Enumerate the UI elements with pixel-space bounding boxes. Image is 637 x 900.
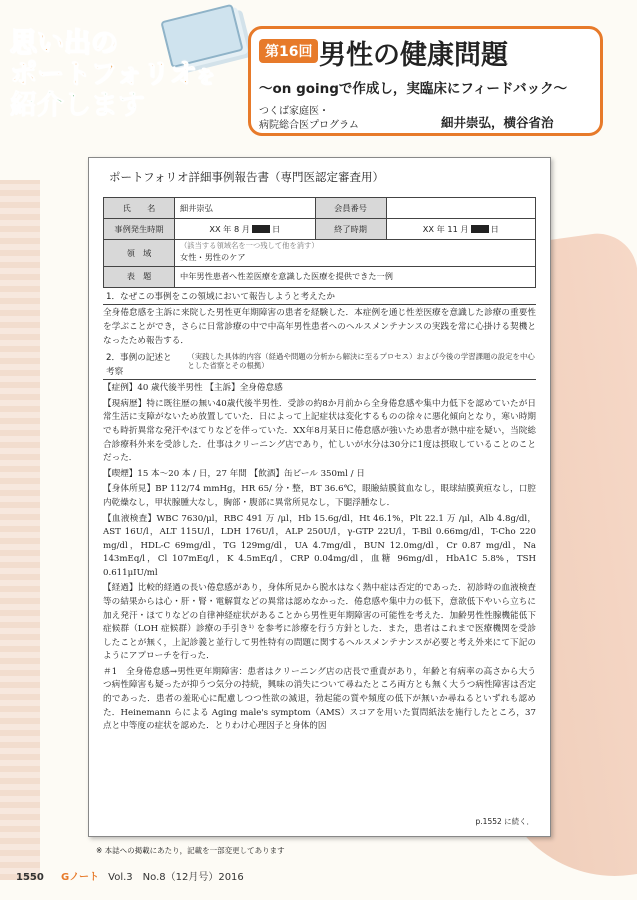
article-title: 男性の健康問題 [319,40,508,71]
table-row [104,240,536,267]
series-title [10,28,240,121]
article-title-box [248,26,603,136]
table-row [104,266,536,287]
portfolio-form [88,157,551,837]
section-1-title: 1．なぜこの事例をこの領域において報告しようと考えたか [103,291,536,306]
onset-label: 事例発生時期 [104,219,175,240]
article-subtitle: ～on goingで作成し，実臨床にフィードバック～ [259,81,568,97]
table-row [104,219,536,240]
domain-value: 女性・男性のケア [180,251,246,262]
end-value-pre: XX 年 11 月 [422,223,469,234]
section-2-title: 2．事例の記述と考察 [106,353,172,377]
section-2-header [103,352,536,380]
domain-value-cell [175,240,536,267]
redaction-box [471,225,489,233]
series-line-3: 紹介します [10,90,145,122]
onset-value-pre: XX 年 8 月 [209,223,250,234]
continued-note: p.1552 に続く． [475,817,534,827]
series-line-2 [10,59,240,90]
table-row [104,198,536,219]
member-value [386,198,535,219]
physical-exam: 【身体所見】BP 112/74 mmHg，HR 65/ 分・整，BT 36.6℃，眼瞼結膜貧血なし，眼球結膜黄疸なし，口腔内乾燥なし，甲状腺腫大なし，胸部・腹部に異常所見なし，下腿浮腫なし． [103,484,536,508]
form-title: ポートフォリオ詳細事例報告書（専門医認定審査用） [109,170,384,184]
info-table [103,197,536,288]
social-history: 【喫煙】15 本～20 本 / 日，27 年間 【飲酒】缶ビール 350ml / 日 [103,468,365,479]
end-value-post: 日 [490,223,499,234]
topic-value: 中年男性患者へ性差医療を意識した医療を提供できた一例 [175,266,536,287]
present-illness: 【現病歴】特に既往歴の無い40歳代後半男性．受診の約8か月前から全身倦怠感や集中力低下を認めていたが日常生活に支障がないため放置していた．日によって上記症状は変化するものの徐々に悪化傾向となり，寒い時期でも時折異常な発汗やほてりなどを伴っていた．XX年8月某日に倦怠感が強いため患者が熱中症を疑い，当院総合診療科外来を受診した．仕事はクリーニング店であり，忙しいが水分は30分に1度は摂取していることのことだった． [103,398,536,464]
name-label: 氏 名 [104,198,175,219]
series-line-2-text: ポートフォリオ [10,59,197,91]
page-number: 1550 [16,872,44,883]
domain-hint: （該当する領域名を一つ残して他を消す） [180,241,319,251]
onset-value-post: 日 [271,223,281,234]
clinical-course: 【経過】比較的経過の長い倦怠感があり，身体所見から脱水はなく熱中症は否定的であった．初診時の血液検査等の結果からは心・肝・腎・電解質などの異常は認めなかった．倦怠感や集中力の低下，意欲低下やいら立ちに加え発汗・ほてりなどの自律神経症状があることから男性更年期障害の可能性を考えた．加齢男性性腺機能低下症候群（LOH 症候群）診療の手引き¹⁾ を参考に診療を行う方針とした．また，患者はこれまで医療機関を受診したことが無く，上記診義と並行して男性特有の問題に関するヘルスメンテナンスが必要と考え外来にて下記のようにアプローチを行った． [103,583,536,662]
lab-results: 【血液検査】WBC 7630/μl，RBC 491 万 /μl，Hb 15.6g/dl，Ht 46.1%，Plt 22.1 万 /μl，Alb 4.8g/dl，AST 16U/l，ALT 115U/l，LDH 176U/l，ALP 250U/l，γ-GTP 22U/l，T-Bil 0.66mg/dl，T-Cho 220 mg/dl，HDL-C 69mg/dl，TG 129mg/dl，UA 4.7mg/dl，BUN 12.0mg/dl，Cr 0.87 mg/dl，Na 143mEq/l，Cl 107mEq/l，K 4.5mEq/l，CRP 0.04mg/dl，血糖 96mg/dl，HbA1C 5.8%，TSH 0.611μIU/ml [103,513,536,578]
affiliation-line-2: 病院総合医プログラム [259,119,359,131]
end-value [386,219,535,240]
member-label: 会員番号 [315,198,386,219]
problem-1: ＃1 全身倦怠感→男性更年期障害：患者はクリーニング店の店長で重責があり，年齢と有病率の高さから大うつ病性障害も疑ったが抑うつ気分の持続，興味の消失について尋ねたところ両方とも無く大うつ病性障害は否定的であった．患者の羞恥心に配慮しつつ性欲の減退，勃起能の質や頻度の低下が無いか尋ねるといずれも認めた．Heinemann らによる Aging male's symptom（AMS）スコアを用いた質問紙法を施行したところ，37点と中等度の症状を認めた．とりわけ心理因子と身体的因 [103,666,536,732]
section-2-note: （実践した具体的内容（経過や問題の分析から解決に至るプロセス）および今後の学習課題の設定を中心とした省察とその根拠） [187,352,535,371]
background-stripe [0,180,40,880]
end-label: 終了時期 [315,219,386,240]
affiliation-line-1: つくば家庭医・ [259,106,329,117]
case-summary: 【症例】40 歳代後半男性 【主訴】全身倦怠感 [103,383,283,394]
domain-label: 領 域 [104,240,175,267]
section-1-text: 全身倦怠感を主訴に来院した男性更年期障害の患者を経験した．本症例を通じ性差医療を意識した診療の重要性を学ぶことができ，さらに日常診療の中で中高年男性患者へのヘルスメンテナンスの実践を常に心掛ける契機となったため報告する． [103,308,536,346]
redaction-box [252,225,270,233]
footnote: ※ 本誌への掲載にあたり，記載を一部変更してあります [96,846,285,855]
magazine-name: Gノート [61,872,99,883]
round-badge: 第16回 [259,39,318,63]
affiliation [259,105,359,132]
series-line-1: 思い出の [10,28,118,59]
series-wo: を [196,67,215,89]
topic-label: 表 題 [104,266,175,287]
issue-info: Vol.3 No.8（12月号）2016 [108,872,244,883]
page-footer [16,868,244,883]
authors: 細井崇弘，横谷省治 [441,115,554,130]
onset-value [175,219,316,240]
name-value: 細井崇弘 [175,198,316,219]
